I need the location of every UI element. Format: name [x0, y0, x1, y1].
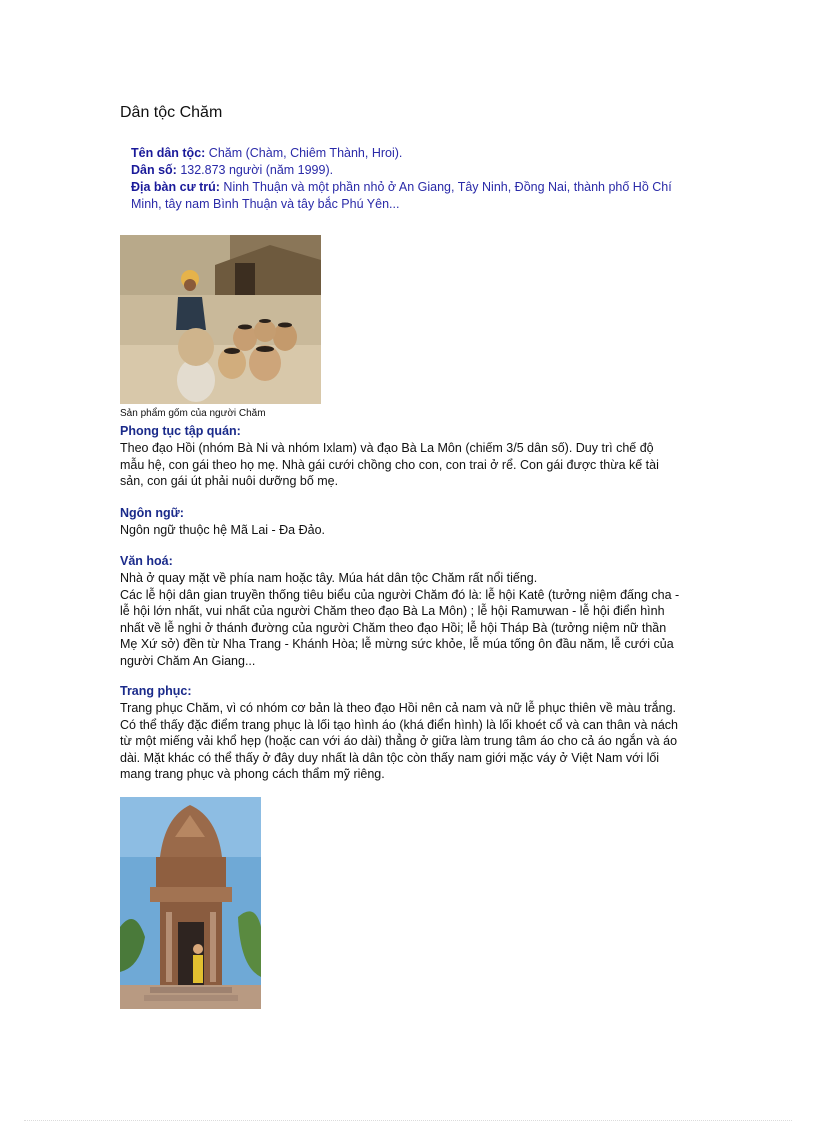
costume-heading: Trang phục:	[120, 684, 192, 698]
pottery-photo	[120, 235, 321, 404]
region-value: Ninh Thuận và một phần nhỏ ở An Giang, Tây Ninh, Đồng Nai, thành phố Hồ Chí Minh, tây nam Bình Thuận và tây bắc Phú Yên...	[131, 180, 672, 211]
culture-heading: Văn hoá:	[120, 554, 173, 568]
costume-body: Trang phục Chăm, vì có nhóm cơ bản là theo đạo Hồi nên cả nam và nữ lễ phục thiên về màu trắng. Có thể thấy đặc điểm trang phục là lối tạo hình áo (khá điển hình) là lối khoét cổ và can thân và nách từ một miếng vải khổ hẹp (hoặc can với áo dài) thẳng ở giữa làm trung tâm áo cho cả áo ngắn và áo dài. Mặt khác có thể thấy ở đây duy nhất là dân tộc còn thấy nam giới mặc váy ở Việt Nam với lối mang trang phục và phong cách thẩm mỹ riêng.	[120, 701, 678, 781]
cham-tower-photo	[120, 797, 261, 1009]
region-line	[131, 179, 691, 213]
page-title: Dân tộc Chăm	[120, 104, 223, 121]
ethnic-name-line	[131, 145, 691, 162]
pottery-caption: Sản phẩm gốm của người Chăm	[120, 408, 266, 419]
culture-body-1: Nhà ở quay mặt về phía nam hoặc tây. Múa hát dân tộc Chăm rất nổi tiếng.	[120, 571, 538, 585]
population-line	[131, 162, 691, 179]
intro-block	[131, 145, 691, 213]
language-heading: Ngôn ngữ:	[120, 506, 184, 520]
language-section	[120, 505, 680, 539]
culture-body-2: Các lễ hội dân gian truyền thống tiêu biểu của người Chăm đó là: lễ hội Katê (tưởng niệm đấng cha - lễ hội lớn nhất, vui nhất của người Chăm theo đạo Bà La Môn) ; lễ hội Ramưwan - lễ hội điển hình nhất về lễ nghi ở thánh đường của người Chăm theo đạo Hồi; lễ hội Tháp Bà (tưởng niệm nữ thần Mẹ Xứ sở) đền từ Nha Trang - Khánh Hòa; lễ mừng sức khỏe, lễ múa tống ôn đầu năm, lễ cưới của người Chăm An Giang...	[120, 587, 680, 668]
page-bottom-rule	[24, 1120, 792, 1121]
tower-illustration	[120, 797, 261, 1009]
culture-section	[120, 553, 680, 669]
pottery-illustration	[120, 235, 321, 404]
region-label: Địa bàn cư trú:	[131, 180, 220, 194]
customs-heading: Phong tục tập quán:	[120, 424, 241, 438]
customs-body: Theo đạo Hồi (nhóm Bà Ni và nhóm Ixlam) và đạo Bà La Môn (chiếm 3/5 dân số). Duy trì chế độ mẫu hệ, con gái theo họ mẹ. Nhà gái cưới chồng cho con, con trai ở rể. Con gái được thừa kế tài sản, con gái út phải nuôi dưỡng bố mẹ.	[120, 441, 659, 488]
population-value: 132.873 người (năm 1999).	[180, 163, 334, 177]
language-body: Ngôn ngữ thuộc hệ Mã Lai - Đa Đảo.	[120, 523, 326, 537]
population-label: Dân số:	[131, 163, 177, 177]
ethnic-name-value: Chăm (Chàm, Chiêm Thành, Hroi).	[208, 146, 403, 160]
customs-section	[120, 423, 680, 490]
costume-section	[120, 683, 680, 783]
ethnic-name-label: Tên dân tộc:	[131, 146, 206, 160]
